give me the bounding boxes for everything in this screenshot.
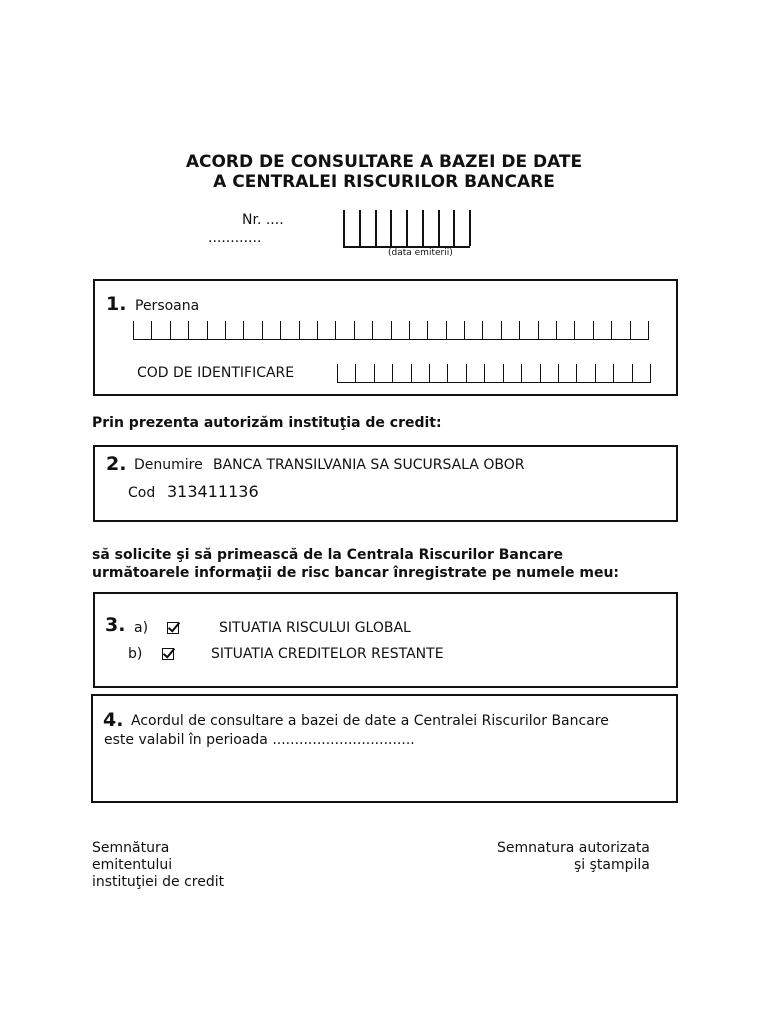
- field-cell-tick: [503, 364, 504, 382]
- field-cell-tick: [558, 364, 559, 382]
- field-cell-tick: [337, 364, 338, 382]
- field-cell-tick: [392, 364, 393, 382]
- section2-number: 2.: [106, 453, 127, 475]
- field-cell-tick: [280, 321, 281, 339]
- field-cell-tick: [391, 321, 392, 339]
- document-title-line1: ACORD DE CONSULTARE A BAZEI DE DATE: [185, 152, 583, 172]
- request-text-line2: următoarele informaţii de risc bancar înregistrate pe numele meu:: [92, 565, 620, 581]
- field-cell-tick: [613, 364, 614, 382]
- section4-number: 4.: [103, 709, 124, 731]
- field-cell-tick: [427, 321, 428, 339]
- field-cell-tick: [170, 321, 171, 339]
- field-cell-tick: [648, 321, 649, 339]
- checkbox-checked-icon[interactable]: [162, 648, 174, 660]
- section-person: [93, 279, 678, 396]
- section3-number: 3.: [105, 614, 126, 636]
- field-cell-tick: [438, 210, 440, 246]
- field-cell-tick: [593, 321, 594, 339]
- id-code-label: COD DE IDENTIFICARE: [137, 365, 295, 381]
- nr-label: Nr. ....: [242, 212, 284, 228]
- field-cell-tick: [501, 321, 502, 339]
- option-b-letter: b): [128, 646, 143, 662]
- field-cell-tick: [446, 321, 447, 339]
- field-cell-tick: [484, 364, 485, 382]
- field-cell-tick: [225, 321, 226, 339]
- field-cell-tick: [576, 364, 577, 382]
- request-text-line1: să solicite şi să primească de la Centrala Riscurilor Bancare: [92, 547, 563, 563]
- field-cell-tick: [595, 364, 596, 382]
- validity-line1: Acordul de consultare a bazei de date a Centralei Riscurilor Bancare: [131, 713, 609, 729]
- nr-dots: ............: [208, 230, 262, 246]
- field-cell-tick: [188, 321, 189, 339]
- field-cell-tick: [359, 210, 361, 246]
- document-title-line2: A CENTRALEI RISCURILOR BANCARE: [213, 172, 555, 192]
- field-cell-tick: [556, 321, 557, 339]
- person-label: Persoana: [135, 298, 200, 314]
- field-cell-tick: [207, 321, 208, 339]
- signature-left-line3: instituţiei de credit: [92, 874, 225, 890]
- signature-left-line2: emitentului: [92, 857, 173, 873]
- field-cell-tick: [133, 321, 134, 339]
- section-institution: [93, 445, 678, 522]
- field-cell-tick: [469, 210, 471, 246]
- section-info-types: [93, 592, 678, 688]
- field-cell-tick: [611, 321, 612, 339]
- field-cell-tick: [151, 321, 152, 339]
- field-cell-tick: [355, 364, 356, 382]
- field-cell-tick: [372, 321, 373, 339]
- option-b-label: SITUATIA CREDITELOR RESTANTE: [211, 646, 444, 662]
- field-cell-tick: [482, 321, 483, 339]
- checkbox-checked-icon[interactable]: [167, 622, 179, 634]
- field-cell-tick: [650, 364, 651, 382]
- field-cell-tick: [411, 364, 412, 382]
- field-cell-tick: [299, 321, 300, 339]
- field-cell-tick: [317, 321, 318, 339]
- validity-line2: este valabil în perioada ................................: [104, 732, 415, 748]
- field-cell-tick: [422, 210, 424, 246]
- person-field[interactable]: [133, 322, 649, 340]
- field-cell-tick: [538, 321, 539, 339]
- date-field[interactable]: [343, 212, 470, 248]
- field-cell-tick: [630, 321, 631, 339]
- signature-left-line1: Semnătura: [92, 840, 170, 856]
- id-code-field[interactable]: [337, 365, 651, 383]
- section-validity: [91, 694, 678, 803]
- field-cell-tick: [521, 364, 522, 382]
- option-a-letter: a): [134, 620, 149, 636]
- institution-name-value: BANCA TRANSILVANIA SA SUCURSALA OBOR: [213, 457, 525, 473]
- signature-right-line1: Semnatura autorizata: [497, 840, 650, 856]
- institution-code-label: Cod: [128, 485, 156, 501]
- field-cell-tick: [343, 210, 345, 246]
- field-cell-tick: [466, 364, 467, 382]
- field-cell-tick: [574, 321, 575, 339]
- field-cell-tick: [453, 210, 455, 246]
- option-a-label: SITUATIA RISCULUI GLOBAL: [219, 620, 411, 636]
- field-cell-tick: [519, 321, 520, 339]
- field-cell-tick: [540, 364, 541, 382]
- field-cell-tick: [262, 321, 263, 339]
- institution-code-value: 313411136: [167, 482, 259, 501]
- field-cell-tick: [375, 210, 377, 246]
- field-cell-tick: [335, 321, 336, 339]
- institution-name-label: Denumire: [134, 457, 203, 473]
- signature-right-line2: şi ştampila: [574, 857, 650, 873]
- field-cell-tick: [409, 321, 410, 339]
- field-cell-tick: [429, 364, 430, 382]
- field-cell-tick: [464, 321, 465, 339]
- field-cell-tick: [243, 321, 244, 339]
- field-cell-tick: [632, 364, 633, 382]
- field-cell-tick: [406, 210, 408, 246]
- date-caption: (data emiterii): [388, 248, 453, 258]
- field-cell-tick: [374, 364, 375, 382]
- field-cell-tick: [447, 364, 448, 382]
- field-cell-tick: [390, 210, 392, 246]
- field-cell-tick: [354, 321, 355, 339]
- section1-number: 1.: [106, 293, 127, 315]
- authorize-text: Prin prezenta autorizăm instituţia de credit:: [92, 415, 442, 431]
